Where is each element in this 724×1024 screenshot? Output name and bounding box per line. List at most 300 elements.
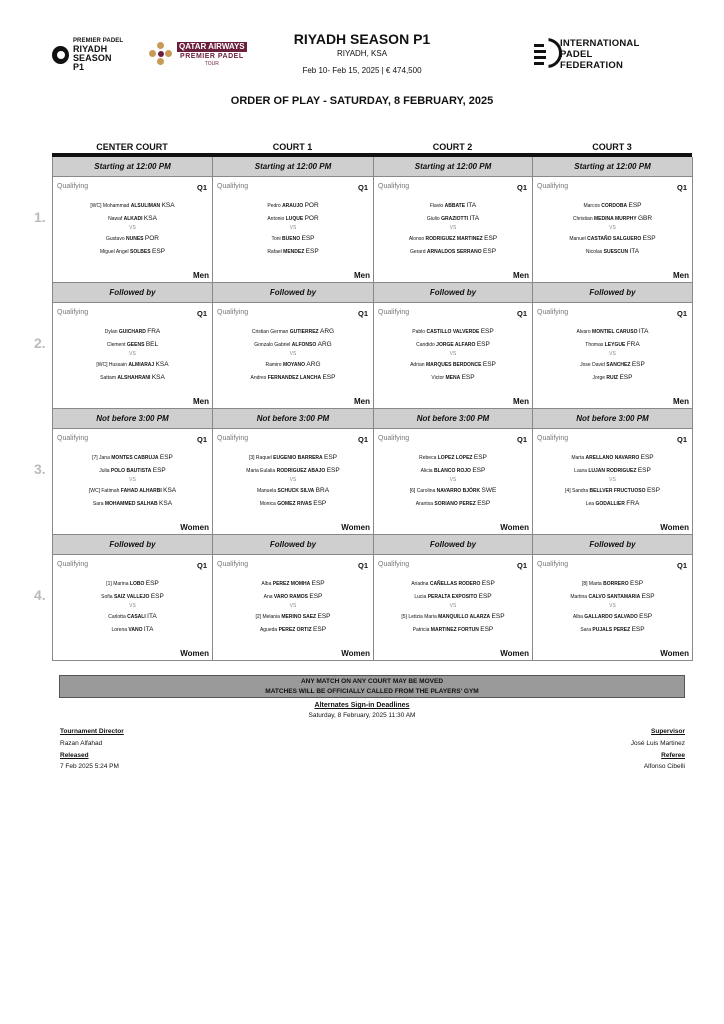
match-cell	[532, 535, 693, 661]
player-first-name: Letizia Maria	[408, 614, 437, 620]
player-country: ARG	[306, 361, 321, 368]
player-last-name: ARAUJO	[282, 203, 304, 209]
player-first-name: Julia	[99, 468, 110, 474]
player-first-name: Maria Eulalia	[246, 468, 276, 474]
match-cell	[212, 409, 374, 535]
player-country: FRA	[626, 341, 640, 348]
player-line	[53, 497, 212, 510]
player-seed: [2]	[255, 614, 263, 620]
player-country: ESP	[482, 361, 496, 368]
player-last-name: SANCHEZ	[606, 362, 631, 368]
player-country: ESP	[159, 454, 173, 461]
player-first-name: Ariadna	[411, 581, 429, 587]
vs-label: VS	[449, 603, 457, 609]
match-players	[374, 199, 532, 258]
player-last-name: MONTES CABRUJA	[111, 455, 159, 461]
player-first-name: Ana	[263, 594, 273, 600]
player-country: ESP	[642, 235, 656, 242]
player-country: ESP	[313, 626, 327, 633]
player-country: FRA	[147, 328, 161, 335]
player-first-name: Nicolas	[585, 249, 603, 255]
player-country: ESP	[477, 500, 491, 507]
player-seed: [4]	[565, 488, 572, 494]
player-last-name: ABBATE	[444, 203, 466, 209]
match-players	[374, 451, 532, 510]
player-line	[213, 610, 373, 623]
match-players	[533, 577, 692, 636]
match-cell	[52, 409, 213, 535]
match-code: Q1	[196, 309, 207, 318]
match-code: Q1	[357, 183, 368, 192]
match-code: Q1	[196, 435, 207, 444]
match-order-number: 4.	[34, 587, 46, 603]
match-cell	[212, 283, 374, 409]
player-last-name: MENDEZ	[283, 249, 305, 255]
match-round: Qualifying	[378, 183, 410, 190]
international-padel-federation-logo-icon	[530, 36, 556, 72]
match-players	[533, 451, 692, 510]
player-first-name: Candido	[416, 342, 435, 348]
player-last-name: SAIZ VALLEJO	[113, 594, 150, 600]
player-country: GBR	[638, 215, 653, 222]
ipf-logo-line3: FEDERATION	[560, 59, 624, 71]
player-first-name: Alonso	[408, 236, 425, 242]
match-round: Qualifying	[57, 561, 89, 568]
player-country: POR	[304, 202, 319, 209]
player-last-name: PEREZ MOMHA	[272, 581, 311, 587]
player-line	[374, 590, 532, 603]
player-country: ESP	[472, 467, 486, 474]
player-seed: [7]	[92, 455, 100, 461]
match-round: Qualifying	[57, 435, 89, 442]
premier-padel-logo-icon	[52, 46, 69, 64]
director-name: Razan Alfahad	[60, 740, 103, 747]
left-logo-line1: PREMIER PADEL	[72, 38, 124, 44]
match-cell	[532, 283, 693, 409]
player-line	[213, 338, 373, 351]
player-last-name: MERINO SAEZ	[281, 614, 317, 620]
player-country: POR	[144, 235, 159, 242]
player-first-name: Martina	[570, 594, 588, 600]
player-first-name: Sara	[580, 627, 591, 633]
player-line	[374, 338, 532, 351]
match-time: Not before 3:00 PM	[213, 409, 373, 429]
order-of-play-title: ORDER OF PLAY - SATURDAY, 8 FEBRUARY, 2025	[230, 95, 494, 107]
match-round: Qualifying	[57, 309, 89, 316]
player-first-name: Agueda	[259, 627, 278, 633]
schedule-row	[52, 283, 692, 409]
match-category: Women	[180, 649, 209, 658]
match-category: Women	[341, 649, 370, 658]
player-line	[374, 451, 532, 464]
player-first-name: Ramiro	[265, 362, 282, 368]
match-time: Starting at 12:00 PM	[53, 157, 212, 177]
player-first-name: Raquel	[255, 455, 272, 461]
player-country: ESP	[473, 454, 487, 461]
player-first-name: Alba	[572, 614, 583, 620]
match-code: Q1	[516, 561, 527, 570]
player-country: POR	[304, 215, 319, 222]
match-players	[53, 325, 212, 384]
match-time: Starting at 12:00 PM	[533, 157, 692, 177]
player-country: ESP	[309, 593, 323, 600]
player-country: ESP	[646, 487, 660, 494]
player-country: ESP	[476, 341, 490, 348]
vs-label: VS	[129, 351, 136, 357]
player-first-name: Manuela	[256, 488, 277, 494]
player-last-name: CALVO SANTAMARIA	[588, 594, 641, 600]
player-seed: [WC]	[96, 362, 109, 368]
vs-label: VS	[609, 351, 616, 357]
player-last-name: MENA	[445, 375, 461, 381]
player-last-name: ARELLANO NAVARRO	[585, 455, 640, 461]
player-country: BEL	[145, 341, 159, 348]
player-line	[533, 451, 692, 464]
schedule-row	[52, 535, 692, 661]
qatar-logo-line3: TOUR	[204, 60, 219, 67]
premier-padel-logo	[52, 38, 144, 72]
player-first-name: Victor	[431, 375, 445, 381]
player-first-name: Monica	[259, 501, 276, 507]
match-category: Women	[660, 523, 689, 532]
match-cell	[373, 157, 533, 283]
tournament-location: RIYADH, KSA	[336, 49, 388, 58]
player-last-name: POLO BAUTISTA	[110, 468, 152, 474]
match-category: Men	[354, 397, 370, 406]
player-first-name: Alicia	[420, 468, 433, 474]
match-time: Followed by	[374, 283, 532, 303]
player-line	[53, 451, 212, 464]
player-seed: [WC]	[88, 488, 102, 494]
player-line	[213, 577, 373, 590]
tournament-header	[262, 30, 462, 76]
player-last-name: JORGE ALFARO	[436, 342, 476, 348]
player-last-name: SOLBES	[130, 249, 151, 255]
player-line	[533, 484, 692, 497]
released-time: 7 Feb 2025 5:24 PM	[60, 763, 119, 770]
match-code: Q1	[196, 561, 207, 570]
player-first-name: Mohammad	[102, 203, 130, 209]
player-line	[533, 358, 692, 371]
match-players	[533, 199, 692, 258]
player-country: ARG	[317, 341, 332, 348]
player-first-name: Dylan	[104, 329, 118, 335]
player-first-name: Jose David	[580, 362, 605, 368]
match-time: Not before 3:00 PM	[53, 409, 212, 429]
player-line	[374, 497, 532, 510]
player-last-name: GUTIERREZ	[289, 329, 319, 335]
player-line	[374, 464, 532, 477]
match-code: Q1	[357, 309, 368, 318]
player-first-name: Toni	[271, 236, 281, 242]
match-code: Q1	[676, 435, 687, 444]
player-last-name: RUIZ	[606, 375, 619, 381]
match-round: Qualifying	[378, 309, 410, 316]
player-first-name: Jorge	[592, 375, 606, 381]
player-first-name: Carolina	[416, 488, 436, 494]
match-round: Qualifying	[217, 435, 249, 442]
released-label: Released	[60, 752, 89, 759]
player-line	[213, 232, 373, 245]
match-round: Qualifying	[57, 183, 89, 190]
player-line	[213, 590, 373, 603]
vs-label: VS	[289, 351, 297, 357]
match-cell	[212, 157, 374, 283]
player-last-name: LOBO	[129, 581, 145, 587]
player-country: BRA	[315, 487, 330, 494]
match-time: Followed by	[53, 283, 212, 303]
player-country: ESP	[491, 613, 505, 620]
player-country: FRA	[626, 500, 640, 507]
player-last-name: VARO RAMOS	[273, 594, 308, 600]
notice-banner	[59, 675, 685, 698]
player-line	[53, 371, 212, 384]
player-first-name: Flavio	[429, 203, 444, 209]
match-round: Qualifying	[378, 561, 410, 568]
player-country: ESP	[630, 580, 644, 587]
match-order-number: 1.	[34, 209, 46, 225]
match-category: Men	[513, 271, 529, 280]
player-last-name: VANO	[128, 627, 143, 633]
player-first-name: Alvaro	[576, 329, 591, 335]
player-line	[53, 590, 212, 603]
player-line	[53, 577, 212, 590]
player-last-name: RODRIGUEZ MARTINEZ	[425, 236, 483, 242]
player-first-name: Rafael	[267, 249, 282, 255]
player-first-name: Fatimah	[101, 488, 120, 494]
player-first-name: Marcos	[583, 203, 600, 209]
match-players	[53, 451, 212, 510]
match-code: Q1	[196, 183, 207, 192]
match-time: Followed by	[213, 535, 373, 555]
player-first-name: Cristian German	[251, 329, 289, 335]
player-line	[53, 199, 212, 212]
player-first-name: Sattam	[100, 375, 116, 381]
player-line	[213, 245, 373, 258]
player-line	[53, 464, 212, 477]
player-last-name: PEREZ ORTIZ	[278, 627, 312, 633]
vs-label: VS	[289, 603, 297, 609]
match-category: Women	[660, 649, 689, 658]
player-first-name: Rebeca	[419, 455, 437, 461]
player-country: ITA	[147, 613, 157, 620]
player-line	[533, 623, 692, 636]
qatar-logo-line1: QATAR AIRWAYS	[179, 41, 245, 51]
match-order-number: 2.	[34, 335, 46, 351]
match-round: Qualifying	[217, 561, 249, 568]
notice-line2: MATCHES WILL BE OFFICIALLY CALLED FROM THE PLAYERS' GYM	[265, 688, 479, 695]
match-time: Followed by	[213, 283, 373, 303]
player-last-name: CASTILLO VALVERDE	[426, 329, 480, 335]
player-country: ESP	[481, 580, 495, 587]
player-first-name: Gustavo	[105, 236, 125, 242]
player-first-name: Marina	[113, 581, 129, 587]
player-seed: [1]	[106, 581, 114, 587]
player-first-name: Pablo	[412, 329, 426, 335]
player-first-name: Thomas	[585, 342, 604, 348]
match-time: Followed by	[374, 535, 532, 555]
court-headers	[52, 142, 692, 152]
match-category: Men	[673, 271, 689, 280]
player-last-name: NAVARRO BJÖRK	[436, 488, 481, 494]
match-time: Starting at 12:00 PM	[213, 157, 373, 177]
player-line	[374, 577, 532, 590]
player-last-name: PUJALS PEREZ	[592, 627, 631, 633]
tournament-title: RIYADH SEASON P1	[293, 31, 431, 47]
match-code: Q1	[676, 309, 687, 318]
match-players	[53, 577, 212, 636]
qatar-logo-line2: PREMIER PADEL	[180, 52, 244, 60]
player-country: ITA	[466, 202, 477, 209]
player-line	[533, 610, 692, 623]
player-last-name: LEYGUE	[604, 342, 626, 348]
player-line	[374, 484, 532, 497]
match-order-number: 3.	[34, 461, 46, 477]
player-line	[53, 484, 212, 497]
player-line	[374, 358, 532, 371]
match-cell	[373, 409, 533, 535]
player-first-name: Hussain	[108, 362, 127, 368]
player-last-name: MEDINA MURPHY	[594, 216, 637, 222]
court-header: COURT 3	[592, 142, 632, 152]
player-last-name: BELLVER FRUCTUOSO	[589, 488, 646, 494]
vs-label: VS	[609, 477, 616, 483]
player-line	[374, 212, 532, 225]
left-logo-line3: P1	[72, 62, 85, 72]
ipf-logo-line2: PADEL	[560, 48, 593, 60]
player-line	[213, 464, 373, 477]
player-country: ESP	[631, 361, 645, 368]
player-last-name: SORIANO PEREZ	[434, 501, 476, 507]
player-country: KSA	[155, 361, 169, 368]
vs-label: VS	[609, 225, 616, 231]
player-line	[533, 325, 692, 338]
director-label: Tournament Director	[60, 728, 124, 735]
match-round: Qualifying	[537, 561, 569, 568]
player-first-name: Lorena	[111, 627, 128, 633]
player-first-name: Adrian	[410, 362, 425, 368]
player-last-name: GODALLIER	[595, 501, 625, 507]
left-logo-line2: RIYADH SEASON	[72, 44, 112, 63]
player-last-name: ALMIARAJ	[128, 362, 155, 368]
match-code: Q1	[516, 309, 527, 318]
player-first-name: Lucia	[414, 594, 427, 600]
match-time: Not before 3:00 PM	[533, 409, 692, 429]
player-last-name: LUJAN RODRIGUEZ	[588, 468, 637, 474]
player-first-name: Patricia	[412, 627, 430, 633]
player-country: ESP	[637, 467, 651, 474]
player-first-name: Sofia	[101, 594, 113, 600]
player-country: ESP	[150, 593, 164, 600]
player-last-name: LOPEZ LOPEZ	[437, 455, 473, 461]
player-country: KSA	[159, 500, 173, 507]
player-line	[374, 245, 532, 258]
player-last-name: ALFONSO	[291, 342, 317, 348]
match-code: Q1	[676, 561, 687, 570]
player-country: ESP	[639, 613, 653, 620]
player-first-name: Clement	[106, 342, 126, 348]
vs-label: VS	[129, 225, 136, 231]
player-country: ESP	[151, 248, 165, 255]
court-header: COURT 1	[272, 142, 313, 152]
supervisor-name: José Luis Martinez	[630, 740, 685, 747]
player-first-name: Andres	[250, 375, 267, 381]
player-country: ESP	[483, 248, 497, 255]
player-line	[213, 371, 373, 384]
player-last-name: CORDOBA	[601, 203, 628, 209]
player-country: ESP	[478, 593, 492, 600]
ipf-logo-line1: INTERNATIONAL	[560, 37, 640, 49]
player-line	[533, 232, 692, 245]
match-category: Men	[354, 271, 370, 280]
player-first-name: Gonzalo Gabriel	[254, 342, 291, 348]
match-cell	[52, 535, 213, 661]
vs-label: VS	[449, 225, 457, 231]
player-first-name: Antonio	[267, 216, 285, 222]
tournament-dates: Feb 10- Feb 15, 2025 | € 474,500	[302, 66, 422, 75]
player-seed: [5]	[401, 614, 409, 620]
player-country: ESP	[480, 328, 494, 335]
player-line	[533, 371, 692, 384]
match-round: Qualifying	[537, 309, 569, 316]
player-country: ESP	[322, 374, 336, 381]
player-line	[374, 623, 532, 636]
match-players	[374, 577, 532, 636]
player-line	[533, 577, 692, 590]
player-last-name: BUENO	[282, 236, 301, 242]
player-last-name: CASTAÑO SALGUERO	[587, 236, 642, 242]
player-line	[53, 358, 212, 371]
alternates-title: Alternates Sign-in Deadlines	[314, 702, 410, 709]
player-country: KSA	[143, 215, 157, 222]
player-first-name: Gerard	[409, 249, 426, 255]
match-cell	[373, 535, 533, 661]
match-code: Q1	[357, 435, 368, 444]
player-country: ESP	[311, 580, 325, 587]
player-country: ESP	[317, 613, 331, 620]
player-last-name: SUESCUN	[603, 249, 629, 255]
player-country: ESP	[301, 235, 315, 242]
player-last-name: MOYANO	[282, 362, 306, 368]
player-first-name: Jana	[99, 455, 110, 461]
player-line	[533, 497, 692, 510]
player-line	[53, 623, 212, 636]
player-line	[374, 371, 532, 384]
player-seed: [WC]	[90, 203, 103, 209]
player-line	[53, 338, 212, 351]
ipf-logo	[530, 34, 640, 74]
player-line	[53, 232, 212, 245]
player-country: ESP	[152, 467, 166, 474]
match-code: Q1	[676, 183, 687, 192]
player-first-name: Manuel	[569, 236, 586, 242]
match-time: Followed by	[533, 535, 692, 555]
player-first-name: Miguel Angel	[100, 249, 129, 255]
player-country: ARG	[319, 328, 335, 335]
player-first-name: Melania	[262, 614, 280, 620]
player-country: ESP	[324, 454, 338, 461]
match-players	[213, 325, 373, 384]
referee-name: Alfonso Cibelli	[643, 763, 685, 770]
player-first-name: Pedro	[267, 203, 281, 209]
player-last-name: FAHAD ALHARBI	[120, 488, 162, 494]
player-country: ESP	[641, 593, 655, 600]
player-line	[213, 358, 373, 371]
match-players	[533, 325, 692, 384]
match-category: Women	[180, 523, 209, 532]
player-country: ITA	[469, 215, 480, 222]
match-category: Women	[500, 649, 529, 658]
